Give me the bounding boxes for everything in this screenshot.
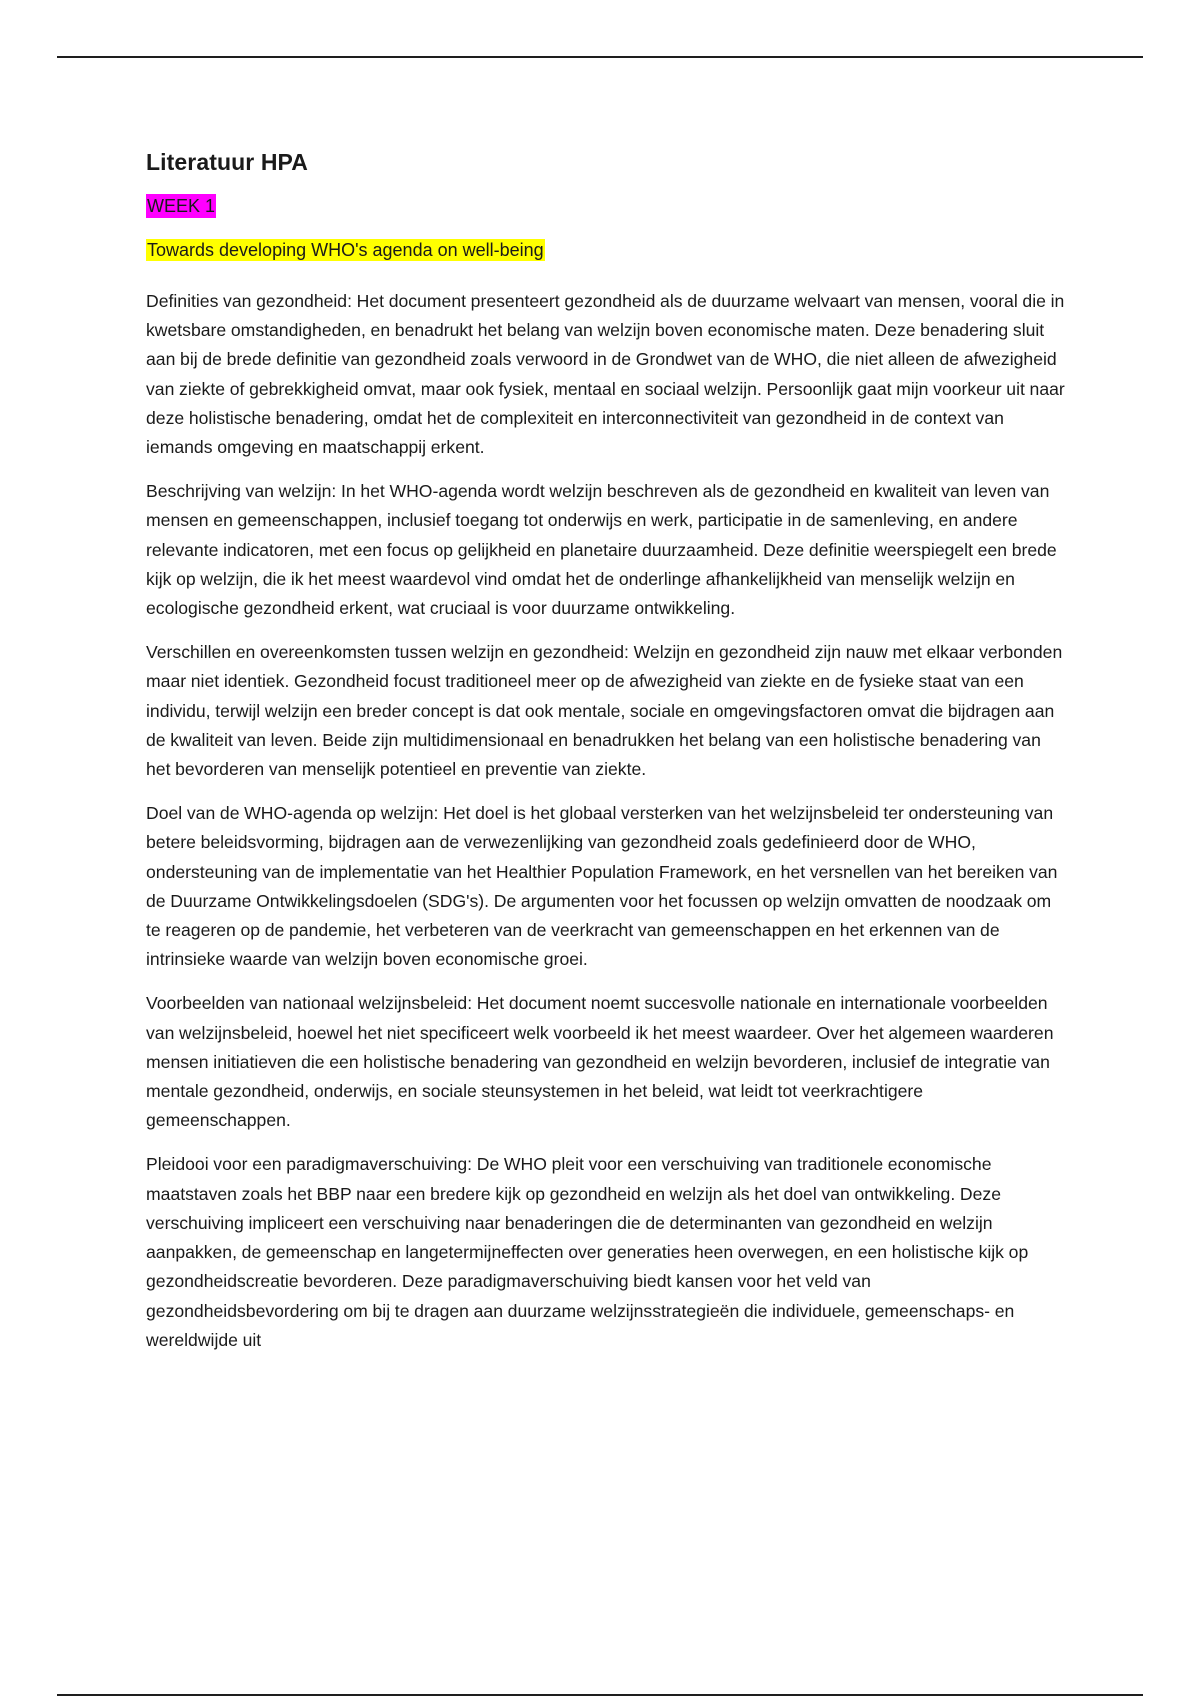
week-label: WEEK 1 — [147, 196, 216, 216]
article-title: Towards developing WHO's agenda on well-being — [147, 240, 544, 260]
document-body — [146, 147, 1066, 1370]
paragraph-paradigm-shift: Pleidooi voor een paradigmaverschuiving: De WHO pleit voor een verschuiving van traditionele economische maatstaven zoals het BBP naar een bredere kijk op gezondheid en welzijn als het doel van ontwikkeling. Deze verschuiving impliceert een verschuiving naar benaderingen die de determinanten van gezondheid en welzijn aanpakken, de gemeenschap en langetermijneffecten over generaties heen overwegen, en een holistische kijk op gezondheidscreatie bevorderen. Deze paradigmaverschuiving biedt kansen voor het veld van gezondheidsbevordering om bij te dragen aan duurzame welzijnsstrategieën die individuele, gemeenschaps- en wereldwijde uit — [146, 1154, 1029, 1350]
week-row — [146, 194, 1066, 238]
paragraph-wellbeing-description: Beschrijving van welzijn: In het WHO-agenda wordt welzijn beschreven als de gezondheid en kwaliteit van leven van mensen en gemeenschappen, inclusief toegang tot onderwijs en werk, participatie in de samenleving, en andere relevante indicatoren, met een focus op gelijkheid en planetaire duurzaamheid. Deze definitie weerspiegelt een brede kijk op welzijn, die ik het meest waardevol vind omdat het de onderlinge afhankelijkheid van menselijk welzijn en ecologische gezondheid erkent, wat cruciaal is voor duurzame ontwikkeling. — [146, 481, 1057, 619]
document-title: Literatuur HPA — [146, 149, 308, 175]
paragraph-national-policy-examples: Voorbeelden van nationaal welzijnsbeleid: Het document noemt succesvolle nationale en internationale voorbeelden van welzijnsbeleid, hoewel het niet specificeert welk voorbeeld ik het meest waardeer. Over het algemeen waarderen mensen initiatieven die een holistische benadering van gezondheid en welzijn bevorderen, inclusief de integratie van mentale gezondheid, onderwijs, en sociale steunsystemen in het beleid, wat leidt tot veerkrachtigere gemeenschappen. — [146, 993, 1054, 1131]
bottom-divider — [57, 1694, 1143, 1696]
paragraph-health-definitions: Definities van gezondheid: Het document presenteert gezondheid als de duurzame welvaart van mensen, vooral die in kwetsbare omstandigheden, en benadrukt het belang van welzijn boven economische maten. Deze benadering sluit aan bij de brede definitie van gezondheid zoals verwoord in de Grondwet van de WHO, die niet alleen de afwezigheid van ziekte of gebrekkigheid omvat, maar ook fysiek, mentaal en sociaal welzijn. Persoonlijk gaat mijn voorkeur uit naar deze holistische benadering, omdat het de complexiteit en interconnectiviteit van gezondheid in de context van iemands omgeving en maatschappij erkent. — [146, 291, 1065, 458]
top-divider — [57, 56, 1143, 58]
article-title-row — [146, 238, 1066, 262]
paragraph-agenda-goal: Doel van de WHO-agenda op welzijn: Het doel is het globaal versterken van het welzijnsbeleid ter ondersteuning van betere beleidsvorming, bijdragen aan de verwezenlijking van gezondheid zoals gedefinieerd door de WHO, ondersteuning van de implementatie van het Healthier Population Framework, en het versnellen van het bereiken van de Duurzame Ontwikkelingsdoelen (SDG's). De argumenten voor het focussen op welzijn omvatten de noodzaak om te reageren op de pandemie, het verbeteren van de veerkracht van gemeenschappen en het erkennen van de intrinsieke waarde van welzijn boven economische groei. — [146, 803, 1058, 970]
paragraph-differences-similarities: Verschillen en overeenkomsten tussen welzijn en gezondheid: Welzijn en gezondheid zijn nauw met elkaar verbonden maar niet identiek. Gezondheid focust traditioneel meer op de afwezigheid van ziekte en de fysieke staat van een individu, terwijl welzijn een breder concept is dat ook mentale, sociale en omgevingsfactoren omvat die bijdragen aan de kwaliteit van leven. Beide zijn multidimensionaal en benadrukken het belang van een holistische benadering van het bevorderen van menselijk potentieel en preventie van ziekte. — [146, 642, 1063, 780]
